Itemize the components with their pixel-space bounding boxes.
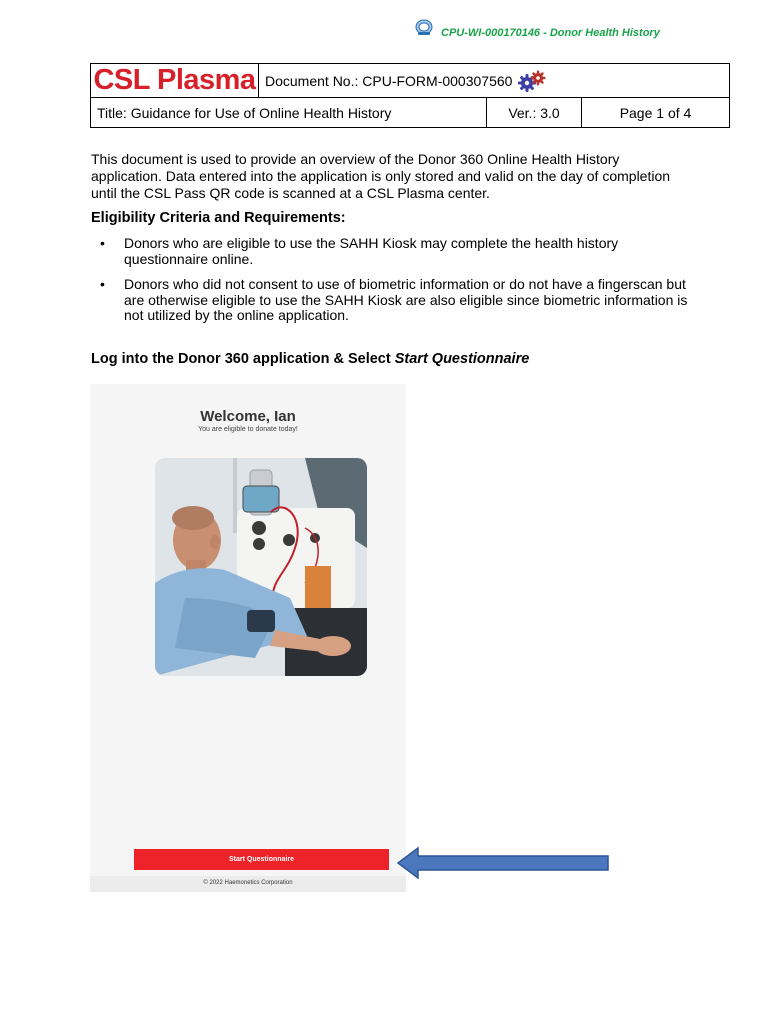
eligibility-heading: Eligibility Criteria and Requirements:: [91, 210, 346, 226]
document-link-icon: [414, 18, 434, 36]
login-heading-emphasis: Start Questionnaire: [394, 351, 530, 367]
page-number: Page 1 of 4: [619, 105, 692, 121]
logo-cell: [91, 64, 259, 98]
app-screenshot: [90, 384, 406, 892]
document-reference: CPU-WI-000170146 - Donor Health History: [441, 27, 660, 39]
page-number-cell: [582, 98, 729, 128]
welcome-title: Welcome, Ian: [200, 408, 296, 425]
document-header-table: [90, 63, 730, 128]
csl-plasma-logo: CSL Plasma: [93, 64, 256, 96]
login-heading: Log into the Donor 360 application & Select Start Questionnaire: [91, 351, 530, 367]
list-item-text: Donors who are eligible to use the SAHH Kiosk may complete the health history questionnaire online.: [124, 235, 619, 267]
donor-photo: [155, 458, 367, 676]
list-item: • Donors who are eligible to use the SAHH Kiosk may complete the health history questionnaire online.: [100, 235, 619, 267]
gears-icon: [518, 69, 546, 93]
document-title: Title: Guidance for Use of Online Health History: [97, 105, 392, 121]
list-item: • Donors who did not consent to use of biometric information or do not have a fingerscan but are otherwise eligible to use the SAHH Kiosk are also eligible since biometric information is not utilized by the online application.: [100, 276, 688, 323]
version-cell: [487, 98, 582, 128]
list-item-text: Donors who did not consent to use of biometric information or do not have a fingerscan but are otherwise eligible to use the SAHH Kiosk are also eligible since biometric information is not utilized by the online application.: [124, 276, 688, 323]
document-number: Document No.: CPU-FORM-000307560: [265, 72, 513, 89]
document-number-cell: [259, 64, 729, 98]
copyright-text: © 2022 Haemonetics Corporation: [203, 880, 293, 886]
donor-illustration: [155, 458, 367, 676]
intro-paragraph: This document is used to provide an overview of the Donor 360 Online Health History application. Data entered into the application is only stored and valid on the day of completion until the CSL Pass QR code is scanned at a CSL Plasma center.: [91, 151, 671, 201]
app-footer: [90, 876, 406, 892]
start-questionnaire-button[interactable]: Start Questionnaire: [134, 849, 389, 870]
eligibility-status: You are eligible to donate today!: [198, 426, 298, 433]
document-title-cell: [91, 98, 487, 128]
eligibility-list: [91, 236, 691, 334]
left-arrow-icon: [396, 846, 610, 880]
document-version: Ver.: 3.0: [508, 105, 560, 121]
